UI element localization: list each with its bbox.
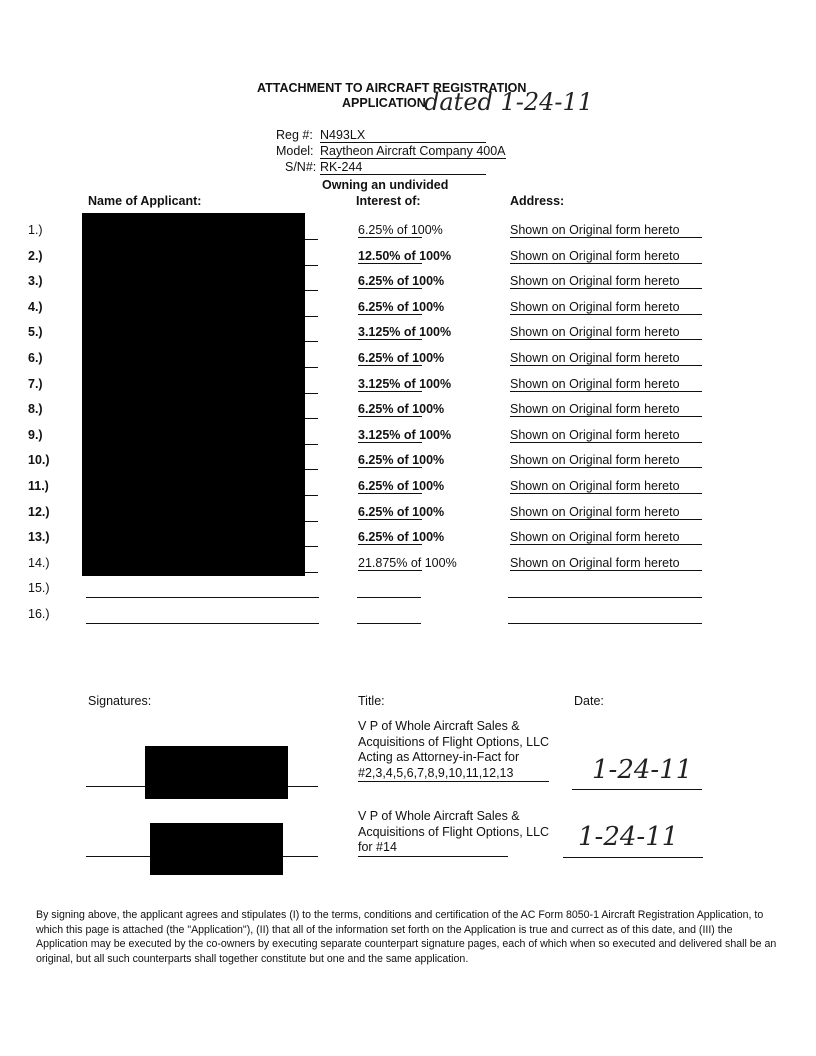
interest-value: 6.25% of 100% — [358, 223, 443, 237]
name-line — [86, 623, 319, 624]
title-line-2 — [358, 856, 508, 857]
row-number: 3.) — [28, 274, 43, 289]
row-number: 12.) — [28, 504, 50, 519]
address-column-header: Address: — [510, 194, 565, 208]
name-line — [86, 597, 319, 598]
redacted-signature-1 — [145, 746, 288, 799]
title-line: Acquisitions of Flight Options, LLC — [358, 824, 550, 839]
date-label: Date: — [574, 694, 604, 708]
address-value: Shown on Original form hereto — [510, 556, 702, 571]
row-number: 8.) — [28, 402, 43, 417]
title-1 — [358, 719, 549, 782]
name-line — [305, 469, 318, 470]
title-line: Acting as Attorney-in-Fact for — [358, 750, 520, 764]
name-line — [305, 239, 318, 240]
name-line — [305, 341, 318, 342]
sn-value: RK-244 — [320, 160, 486, 175]
row-number: 16.) — [28, 607, 50, 621]
name-line — [305, 521, 318, 522]
reg-value: N493LX — [320, 128, 486, 143]
interest-value: 12.50% of 100% — [358, 248, 452, 263]
signature-date-1: 1-24-11 — [592, 755, 693, 785]
model-value: Raytheon Aircraft Company 400A — [320, 144, 506, 158]
disclaimer-text: By signing above, the applicant agrees and stipulates (I) to the terms, conditions and certification of the AC Form 8050-1 Aircraft Registration Application, to which this page is attached (the "Application"), (II) that all of the information set forth on the Application is true and currect as of this date, and (III) the Application may be executed by the co-owners by executing separate counterpart signature pages, each of which when so executed and delivered shall be an original, but all such counterparts shall together constitute but one and the same application. — [36, 909, 777, 965]
reg-label: Reg #: — [276, 128, 313, 142]
title-line1: ATTACHMENT TO AIRCRAFT REGISTRATION — [257, 81, 527, 95]
address-value: Shown on Original form hereto — [510, 274, 702, 289]
interest-line — [357, 623, 421, 624]
signatures-label: Signatures: — [88, 694, 152, 708]
interest-value: 3.125% of 100% — [358, 427, 452, 442]
address-value: Shown on Original form hereto — [510, 223, 702, 238]
interest-value: 6.25% of 100% — [358, 351, 445, 365]
interest-column-header-line1: Owning an undivided — [322, 178, 449, 192]
title-line: V P of Whole Aircraft Sales & — [358, 719, 520, 733]
row-number: 4.) — [28, 299, 43, 314]
name-line — [305, 290, 318, 291]
address-value: Shown on Original form hereto — [510, 325, 702, 340]
address-line — [508, 623, 702, 624]
row-number: 7.) — [28, 376, 43, 391]
title-line: Acquisitions of Flight Options, LLC — [358, 734, 550, 749]
row-number: 10.) — [28, 453, 50, 468]
handwritten-date: dated 1-24-11 — [424, 88, 594, 116]
row-number: 1.) — [28, 223, 43, 237]
interest-value: 6.25% of 100% — [358, 453, 445, 468]
name-line — [305, 418, 318, 419]
interest-line — [357, 597, 421, 598]
signature-date-2: 1-24-11 — [578, 822, 679, 852]
address-value: Shown on Original form hereto — [510, 402, 702, 417]
title-line: V P of Whole Aircraft Sales & — [358, 809, 520, 823]
name-line — [305, 572, 318, 573]
title-line: #2,3,4,5,6,7,8,9,10,11,12,13 — [358, 766, 549, 783]
interest-value: 6.25% of 100% — [358, 402, 445, 417]
interest-value: 21.875% of 100% — [358, 555, 457, 570]
address-line — [508, 597, 702, 598]
row-number: 11.) — [28, 479, 49, 493]
interest-value: 6.25% of 100% — [358, 530, 445, 545]
address-value: Shown on Original form hereto — [510, 530, 702, 545]
address-value: Shown on Original form hereto — [510, 505, 702, 520]
interest-value: 6.25% of 100% — [358, 479, 445, 493]
redacted-signature-2 — [150, 823, 283, 875]
interest-value: 3.125% of 100% — [358, 376, 452, 391]
name-line — [305, 546, 318, 547]
title-line: for #14 — [358, 840, 397, 854]
redacted-names-block — [82, 213, 305, 576]
row-number: 2.) — [28, 248, 43, 263]
date-line-1 — [572, 789, 702, 790]
sn-label: S/N#: — [285, 160, 317, 174]
name-line — [305, 495, 318, 496]
row-number: 14.) — [28, 555, 50, 570]
address-value: Shown on Original form hereto — [510, 479, 702, 494]
name-line — [305, 393, 318, 394]
name-line — [305, 265, 318, 266]
title-label: Title: — [358, 694, 385, 708]
interest-value: 6.25% of 100% — [358, 274, 445, 289]
address-value: Shown on Original form hereto — [510, 453, 702, 468]
model-label: Model: — [276, 144, 314, 158]
date-line-2 — [563, 857, 703, 858]
row-number: 13.) — [28, 530, 50, 545]
address-value: Shown on Original form hereto — [510, 249, 702, 264]
interest-value: 3.125% of 100% — [358, 325, 452, 340]
interest-value: 6.25% of 100% — [358, 299, 445, 314]
address-value: Shown on Original form hereto — [510, 377, 702, 392]
address-value: Shown on Original form hereto — [510, 300, 702, 315]
title-2 — [358, 809, 549, 856]
name-column-header: Name of Applicant: — [88, 194, 202, 208]
row-number: 15.) — [28, 581, 50, 596]
row-number: 9.) — [28, 427, 43, 442]
name-line — [305, 316, 318, 317]
address-value: Shown on Original form hereto — [510, 351, 702, 366]
row-number: 6.) — [28, 351, 43, 365]
interest-value: 6.25% of 100% — [358, 504, 445, 519]
interest-column-header-line2: Interest of: — [356, 194, 421, 208]
name-line — [305, 367, 318, 368]
name-line — [305, 444, 318, 445]
address-value: Shown on Original form hereto — [510, 428, 702, 443]
row-number: 5.) — [28, 325, 43, 340]
title-line2: APPLICATION — [342, 96, 426, 110]
